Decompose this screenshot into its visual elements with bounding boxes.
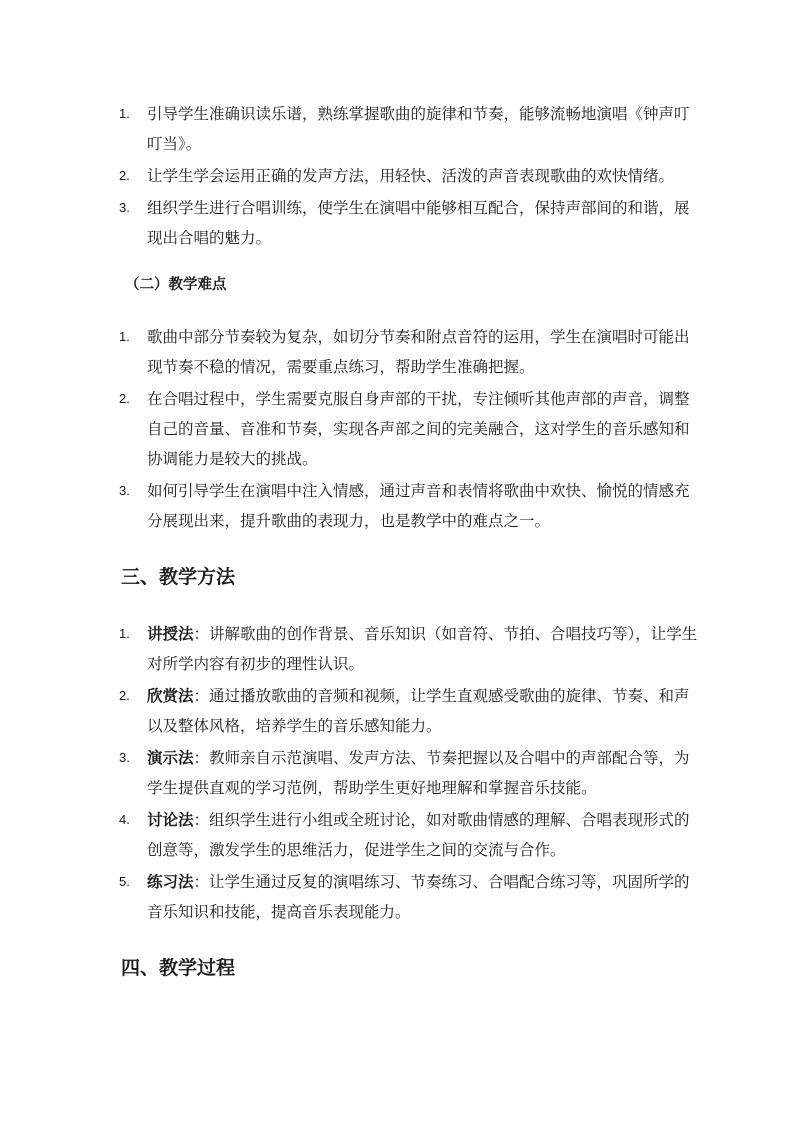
list-item	[119, 193, 699, 253]
list-item	[119, 476, 699, 536]
method-term: 讨论法	[147, 811, 194, 829]
list-number: 1.	[119, 626, 130, 641]
list-text: ：讲解歌曲的创作背景、音乐知识（如音符、节拍、合唱技巧等），让学生对所学内容有初步的理性认识。	[147, 625, 698, 673]
method-term: 讲授法	[147, 625, 194, 643]
method-term: 练习法	[147, 873, 194, 891]
teaching-difficulties-list	[119, 322, 699, 536]
list-text: 如何引导学生在演唱中注入情感，通过声音和表情将歌曲中欢快、愉悦的情感充分展现出来，提升歌曲的表现力，也是教学中的难点之一。	[147, 482, 690, 530]
section-subheading-difficulties: （二）教学难点	[125, 277, 227, 293]
list-text: ：让学生通过反复的演唱练习、节奏练习、合唱配合练习等，巩固所学的音乐知识和技能，提高音乐表现能力。	[147, 873, 690, 921]
list-number: 1.	[119, 106, 130, 121]
teaching-methods-list	[119, 619, 699, 927]
list-text: ：教师亲自示范演唱、发声方法、节奏把握以及合唱中的声部配合等，为学生提供直观的学习范例，帮助学生更好地理解和掌握音乐技能。	[147, 749, 690, 797]
method-term: 欣赏法	[147, 687, 194, 705]
method-term: 演示法	[147, 749, 194, 767]
list-item	[119, 681, 699, 741]
list-number: 2.	[119, 168, 130, 183]
list-text: 歌曲中部分节奏较为复杂，如切分节奏和附点音符的运用，学生在演唱时可能出现节奏不稳的情况，需要重点练习，帮助学生准确把握。	[147, 328, 690, 376]
list-number: 3.	[119, 750, 130, 765]
list-number: 2.	[119, 391, 130, 406]
list-text: 引导学生准确识读乐谱，熟练掌握歌曲的旋律和节奏，能够流畅地演唱《钟声叮叮当》。	[147, 105, 690, 153]
list-item	[119, 322, 699, 382]
section-heading-process: 四、教学过程	[121, 957, 236, 979]
list-item	[119, 867, 699, 927]
list-number: 2.	[119, 688, 130, 703]
list-text: ：组织学生进行小组或全班讨论，如对歌曲情感的理解、合唱表现形式的创意等，激发学生的思维活力，促进学生之间的交流与合作。	[147, 811, 690, 859]
list-number: 5.	[119, 874, 130, 889]
list-number: 4.	[119, 812, 130, 827]
list-item	[119, 384, 699, 474]
list-item	[119, 99, 699, 159]
list-item	[119, 619, 699, 679]
list-text: 组织学生进行合唱训练，使学生在演唱中能够相互配合，保持声部间的和谐，展现出合唱的魅力。	[147, 199, 690, 247]
teaching-goals-list	[119, 99, 699, 253]
list-text: ：通过播放歌曲的音频和视频，让学生直观感受歌曲的旋律、节奏、和声以及整体风格，培养学生的音乐感知能力。	[147, 687, 690, 735]
list-number: 3.	[119, 483, 130, 498]
list-text: 在合唱过程中，学生需要克服自身声部的干扰，专注倾听其他声部的声音，调整自己的音量、音准和节奏，实现各声部之间的完美融合，这对学生的音乐感知和协调能力是较大的挑战。	[147, 390, 690, 468]
list-number: 3.	[119, 200, 130, 215]
list-item	[119, 805, 699, 865]
list-item	[119, 743, 699, 803]
list-text: 让学生学会运用正确的发声方法，用轻快、活泼的声音表现歌曲的欢快情绪。	[147, 167, 675, 185]
list-item	[119, 161, 699, 191]
section-heading-methods: 三、教学方法	[121, 566, 236, 588]
list-number: 1.	[119, 329, 130, 344]
